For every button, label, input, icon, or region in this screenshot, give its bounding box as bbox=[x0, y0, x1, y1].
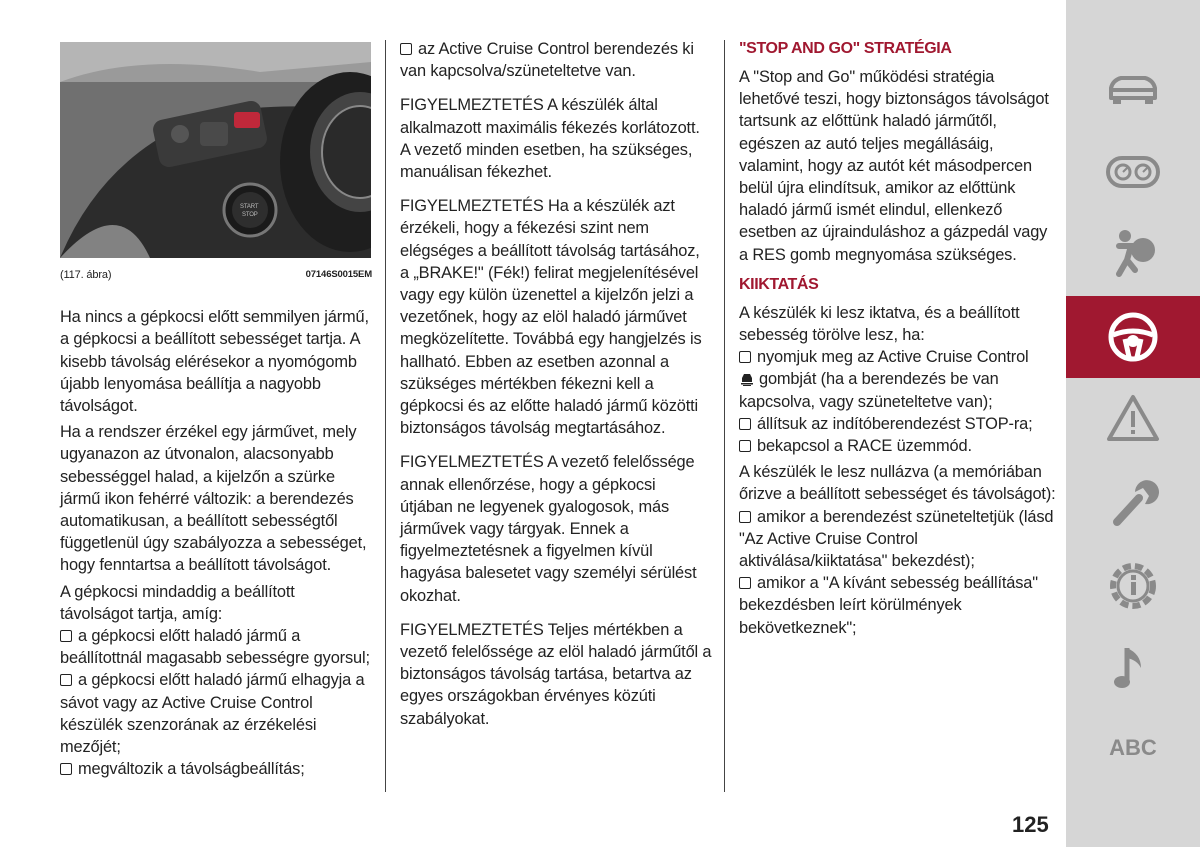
chapter-tab-technical-data[interactable] bbox=[1066, 546, 1200, 626]
checkbox-bullet-icon bbox=[60, 630, 72, 642]
column-2 bbox=[400, 38, 712, 734]
cruise-distance-icon bbox=[739, 372, 755, 386]
paragraph: Ha nincs a gépkocsi előtt semmilyen jármű, a gépkocsi a beállított sebességet tartja. A kisebb távolság elérésekor a nyomógomb újabb lenyomása beállítja a nagyobb távolságot. bbox=[60, 308, 369, 416]
column-1 bbox=[60, 38, 372, 780]
page-number: 125 bbox=[1012, 812, 1049, 837]
music-note-icon bbox=[1105, 640, 1161, 696]
column-divider bbox=[724, 40, 725, 792]
steering-wheel-controls-image bbox=[60, 42, 371, 258]
chapter-tab-maintenance[interactable] bbox=[1066, 462, 1200, 542]
warning-paragraph: FIGYELMEZTETÉS Ha a készülék azt érzékeli, hogy a fékezési szint nem elégséges a beállított távolság tartásához, a „BRAKE!" (Fék!) felirat megjelenítésével vagy egy külön üzenettel a kijelzőn jelzi a vezetőnek, hogy az elöl haladó járművet megközelítette. Továbbá egy hangjelzés is hallható. Ebben az esetben azonnal a szükséges mértékben fékezni kell a gépkocsi és az előtte haladó jármű közötti biztonságos távolság megtartásához. bbox=[400, 197, 702, 438]
svg-text:STOP: STOP bbox=[242, 212, 258, 218]
warning-paragraph: FIGYELMEZTETÉS A vezető felelőssége annak ellenőrzése, hogy a gépkocsi útjában ne legyenek gyalogosok, más járművek vagy tárgyak. Ennek a figyelmeztetésnek a figyelmen kívül hagyása balesetet vagy személyi sérülést okozhat. bbox=[400, 453, 697, 605]
abc-index-label: ABC bbox=[1109, 735, 1157, 760]
steering-wheel-icon bbox=[1105, 309, 1161, 365]
airbag-icon bbox=[1105, 224, 1161, 280]
warning-icon bbox=[1105, 393, 1161, 443]
bullet-item: a gépkocsi előtt haladó jármű elhagyja a sávot vagy az Active Cruise Control készülék szenzorának az érzékelési mezőjét; bbox=[60, 671, 365, 757]
checkbox-bullet-icon bbox=[739, 351, 751, 363]
bullet-item: amikor a "A kívánt sebesség beállítása" bekezdésben leírt körülmények bekövetkeznek"; bbox=[739, 574, 1038, 637]
column-divider bbox=[385, 40, 386, 792]
info-gear-icon bbox=[1105, 558, 1161, 614]
chapter-tab-safety[interactable] bbox=[1066, 212, 1200, 292]
checkbox-bullet-icon bbox=[739, 511, 751, 523]
wrench-icon bbox=[1105, 474, 1161, 530]
chapter-tab-emergency[interactable] bbox=[1066, 378, 1200, 458]
paragraph: A készülék ki lesz iktatva, és a beállított sebesség törölve lesz, ha: bbox=[739, 303, 1020, 345]
steering-wheel-photo bbox=[60, 42, 371, 258]
chapter-tab-dashboard[interactable] bbox=[1066, 132, 1200, 212]
figure-caption-row bbox=[60, 264, 372, 286]
figure-caption: (117. ábra) bbox=[60, 269, 112, 281]
chapter-sidebar bbox=[1066, 0, 1200, 847]
bullet-item: amikor a berendezést szüneteltetjük (lásd "Az Active Cruise Control aktiválása/kiiktatása" bekezdést); bbox=[739, 507, 1054, 571]
bullet-item: nyomjuk meg az Active Cruise Control gombját (ha a berendezés be van kapcsolva, vagy szüneteltetve van); bbox=[739, 348, 1029, 411]
paragraph: Ha a rendszer érzékel egy járművet, mely ugyanazon az útvonalon, alacsonyabb sebességgel halad, a kijelzőn a szürke jármű ikon fehérré változik: a berendezés automatikusan, a beállított sebességtől függetlenül úgy szabályozza a sebességet, hogy fenntartsa a beállított távolságot. bbox=[60, 423, 367, 575]
car-icon bbox=[1105, 68, 1161, 108]
checkbox-bullet-icon bbox=[60, 674, 72, 686]
figure-code: 07146S0015EM bbox=[305, 269, 372, 280]
checkbox-bullet-icon bbox=[739, 440, 751, 452]
checkbox-bullet-icon bbox=[400, 43, 412, 55]
section-heading: "STOP AND GO" STRATÉGIA bbox=[739, 40, 952, 57]
checkbox-bullet-icon bbox=[60, 763, 72, 775]
checkbox-bullet-icon bbox=[739, 577, 751, 589]
chapter-tab-multimedia[interactable] bbox=[1066, 628, 1200, 708]
dashboard-icon bbox=[1105, 152, 1161, 192]
bullet-item: állítsuk az indítóberendezést STOP-ra; bbox=[739, 413, 1057, 435]
svg-text:START: START bbox=[240, 204, 259, 210]
paragraph: A "Stop and Go" működési stratégia lehetővé teszi, hogy biztonságos távolságot tartsunk az előttünk haladó járműtől, egészen az autó teljes megállásáig, valamint, hogy az autót két másodpercen belül újra elindítsuk, amikor az előttünk haladó jármű ismét elindul, ellenkező esetben az újrainduláshoz a gázpedál vagy a RES gomb megnyomása szükséges. bbox=[739, 68, 1049, 264]
warning-paragraph: FIGYELMEZTETÉS A készülék által alkalmazott maximális fékezés korlátozott. A vezető minden esetben, ha szükséges, manuálisan fékezhet. bbox=[400, 96, 700, 182]
bullet-item: a gépkocsi előtt haladó jármű a beállítottnál magasabb sebességre gyorsul; bbox=[60, 627, 370, 668]
bullet-item: megváltozik a távolságbeállítás; bbox=[60, 758, 372, 780]
paragraph: A készülék le lesz nullázva (a memóriában őrizve a beállított sebességet és távolságot): bbox=[739, 463, 1056, 504]
chapter-tab-driving[interactable] bbox=[1066, 296, 1200, 378]
warning-paragraph: FIGYELMEZTETÉS Teljes mértékben a vezető felelőssége az elöl haladó járműtől a biztonságos távolság tartása, betartva az egyes országokban érvényes közúti szabályokat. bbox=[400, 620, 712, 728]
bullet-item: bekapcsol a RACE üzemmód. bbox=[739, 435, 1057, 457]
column-3 bbox=[739, 38, 1057, 639]
paragraph: A gépkocsi mindaddig a beállított távolságot tartja, amíg: bbox=[60, 582, 295, 623]
section-heading: KIIKTATÁS bbox=[739, 275, 819, 293]
chapter-tab-vehicle[interactable] bbox=[1066, 48, 1200, 128]
bullet-item: az Active Cruise Control berendezés ki van kapcsolva/szüneteltetve van. bbox=[400, 40, 694, 81]
checkbox-bullet-icon bbox=[739, 418, 751, 430]
chapter-tab-index[interactable] bbox=[1066, 708, 1200, 788]
